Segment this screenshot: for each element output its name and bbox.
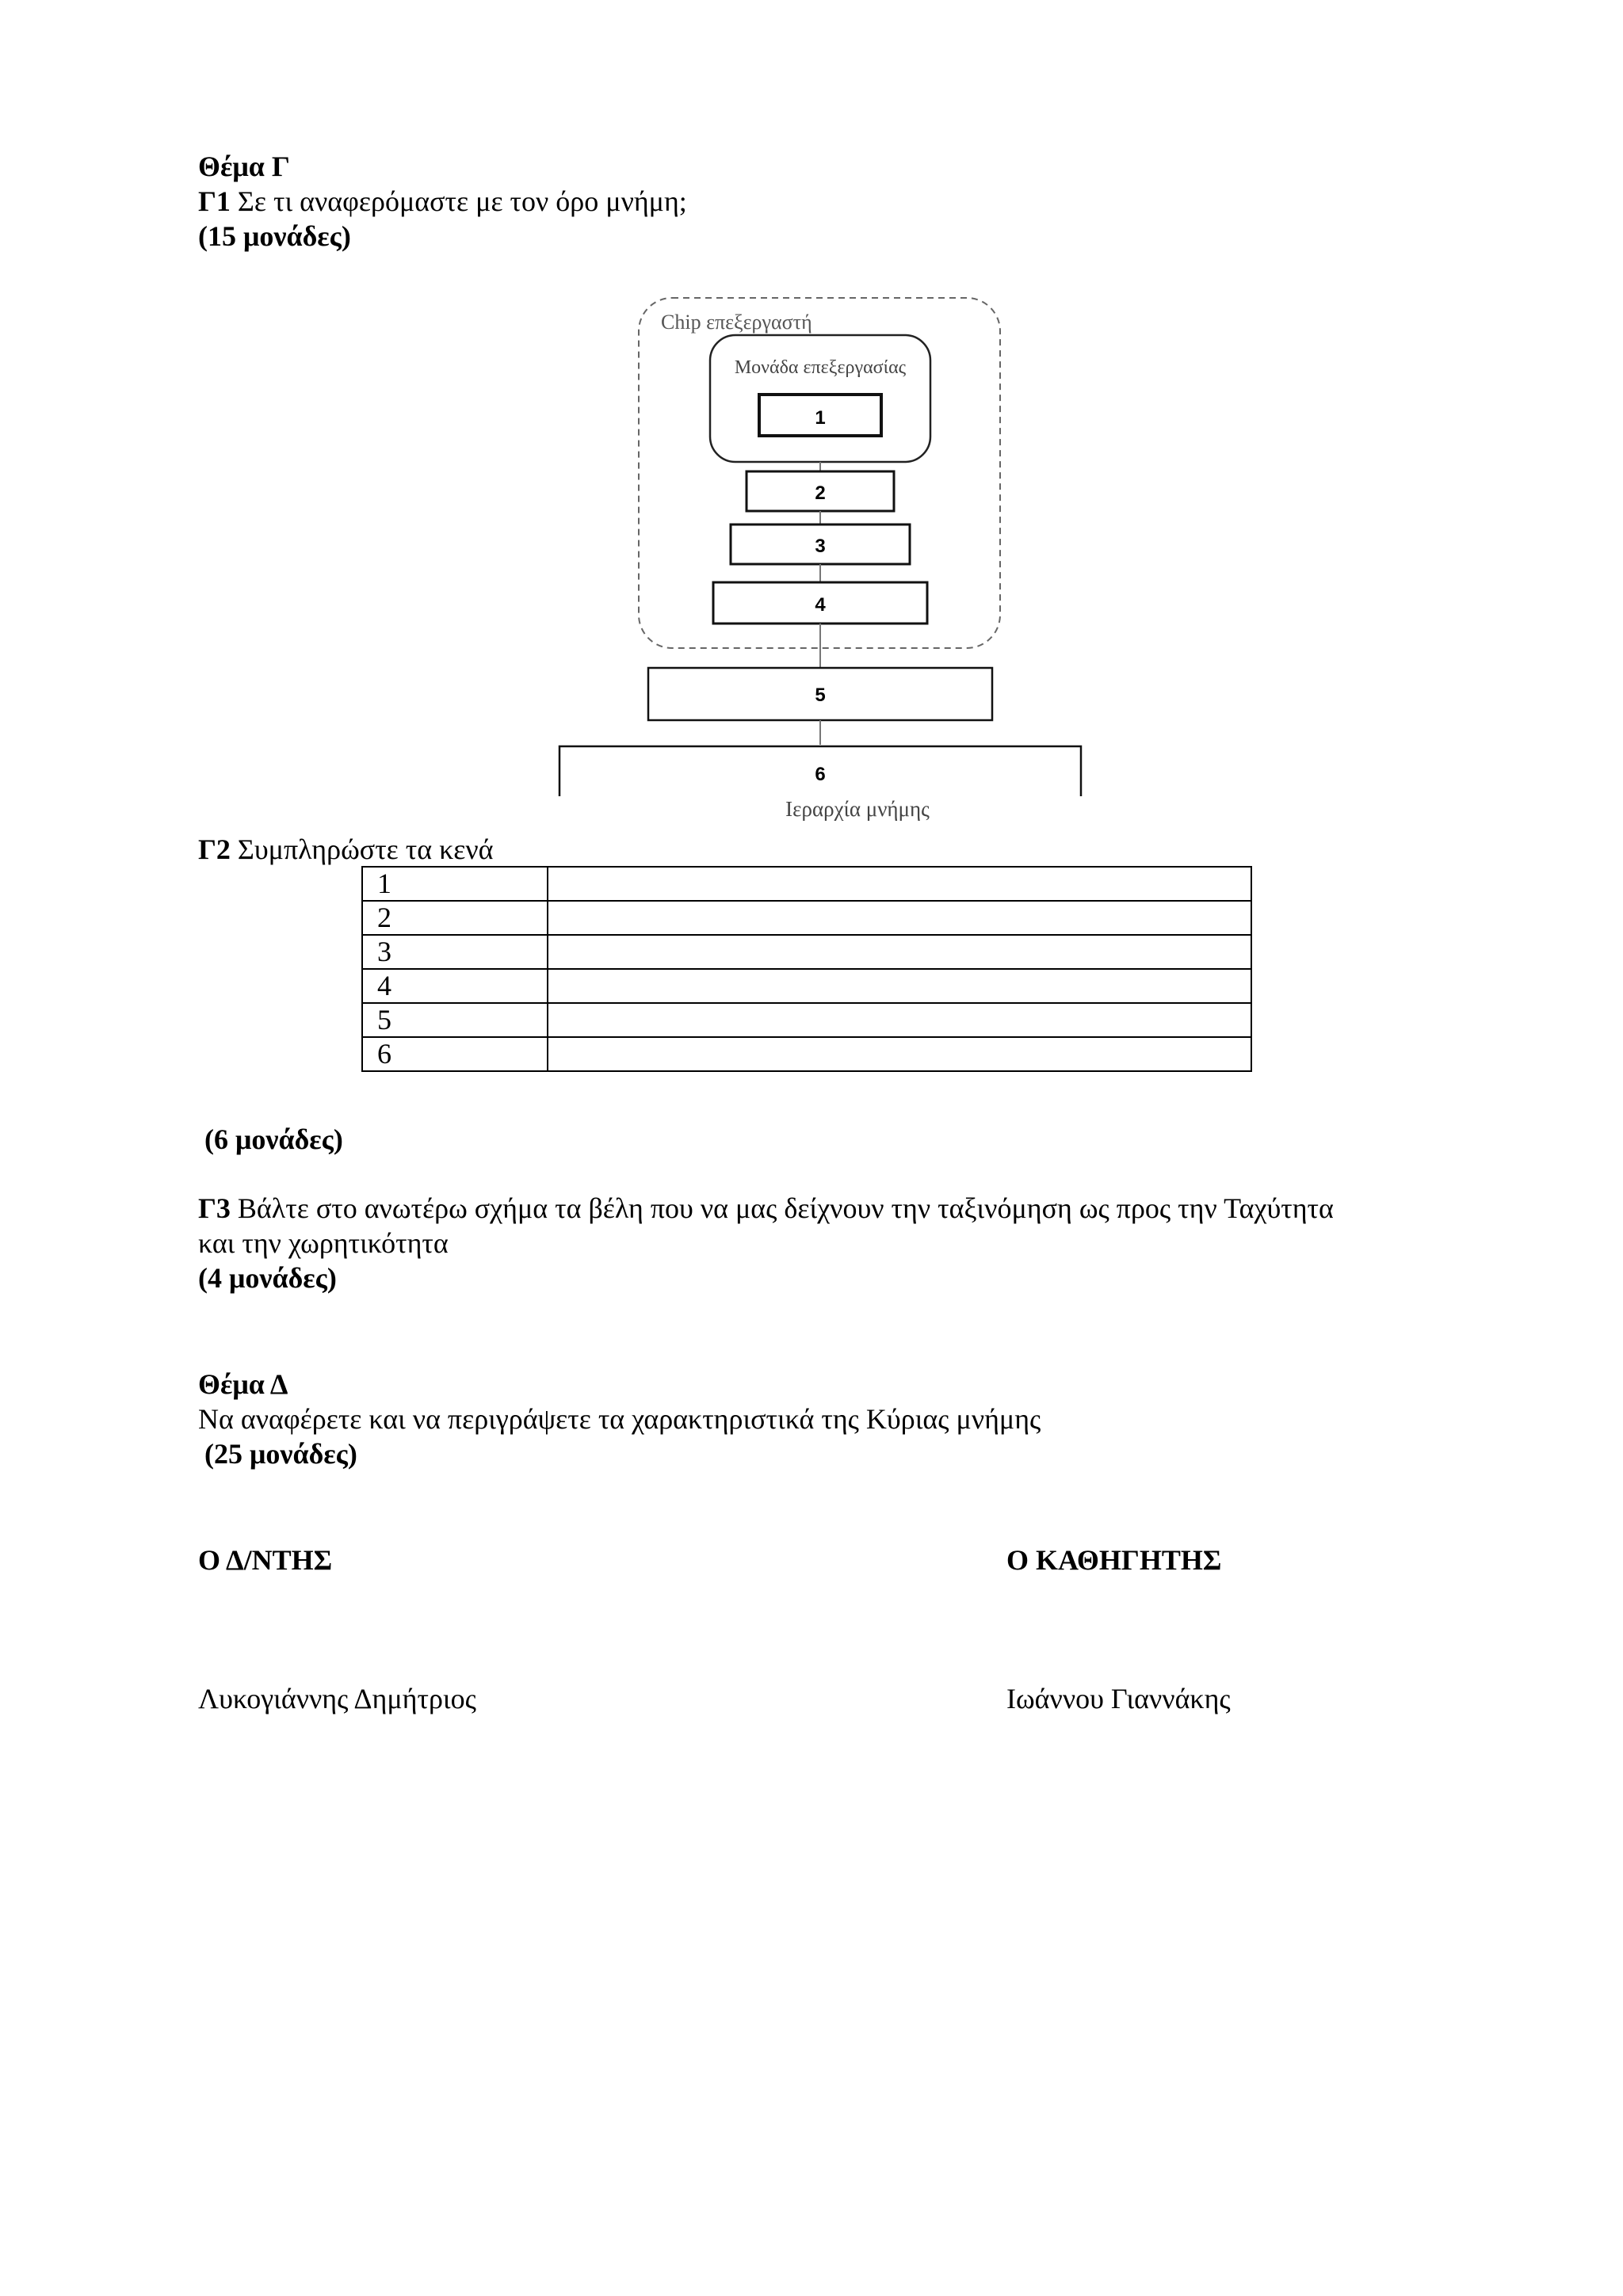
question-c3-label: Γ3 [198,1192,231,1224]
theme-d-title: Θέμα Δ [198,1368,288,1400]
table-answer-cell[interactable] [548,969,1251,1003]
question-c2-points: (6 μονάδες) [204,1123,343,1155]
level-1-label: 1 [815,407,826,429]
table-row-number: 3 [362,935,548,969]
table-row [362,969,1251,1003]
level-6-label: 6 [815,764,826,785]
table-row-number: 2 [362,901,548,935]
question-c1-text: Σε τι αναφερόμαστε με τον όρο μνήμη; [230,185,687,217]
table-row-number: 4 [362,969,548,1003]
table-row-number: 6 [362,1037,548,1071]
table-row [362,1037,1251,1071]
question-c3 [198,1191,1334,1226]
level-5-label: 5 [815,685,826,706]
table-answer-cell[interactable] [548,935,1251,969]
diagram-caption: Ιεραρχία μνήμης [785,797,930,821]
table-row [362,901,1251,935]
teacher-title: Ο ΚΑΘΗΓΗΤΗΣ [1006,1544,1222,1576]
question-c2-text: Συμπληρώστε τα κενά [230,833,494,865]
theme-d-text: Να αναφέρετε και να περιγράψετε τα χαρακτηριστικά της Κύριας μνήμης [198,1403,1041,1435]
fill-in-table [361,866,1252,1072]
table-row-number: 1 [362,867,548,901]
question-c3-text-line2: και την χωρητικότητα [198,1227,449,1259]
theme-c-title: Θέμα Γ [198,151,290,182]
question-c1-points: (15 μονάδες) [198,220,351,252]
question-c1 [198,184,687,219]
memory-hierarchy-diagram [547,289,1086,828]
question-c2-label: Γ2 [198,833,231,865]
table-answer-cell[interactable] [548,867,1251,901]
table-row [362,1003,1251,1037]
question-c2 [198,832,494,867]
table-answer-cell[interactable] [548,901,1251,935]
level-2-label: 2 [815,482,826,504]
question-c1-label: Γ1 [198,185,231,217]
level-4-label: 4 [815,594,826,616]
theme-d-points: (25 μονάδες) [204,1438,357,1470]
table-row [362,867,1251,901]
director-name: Λυκογιάννης Δημήτριος [198,1683,476,1714]
teacher-name: Ιωάννου Γιαννάκης [1006,1683,1231,1714]
question-c3-text-line1: Βάλτε στο ανωτέρω σχήμα τα βέλη που να μας δείχνουν την ταξινόμηση ως προς την Ταχύτητα [230,1192,1334,1224]
level-3-label: 3 [815,536,826,557]
director-title: Ο Δ/ΝΤΗΣ [198,1544,333,1576]
processing-unit-label: Μονάδα επεξεργασίας [734,357,907,378]
table-row [362,935,1251,969]
table-answer-cell[interactable] [548,1003,1251,1037]
table-row-number: 5 [362,1003,548,1037]
question-c3-points: (4 μονάδες) [198,1262,337,1294]
chip-label: Chip επεξεργαστή [661,311,812,334]
table-answer-cell[interactable] [548,1037,1251,1071]
